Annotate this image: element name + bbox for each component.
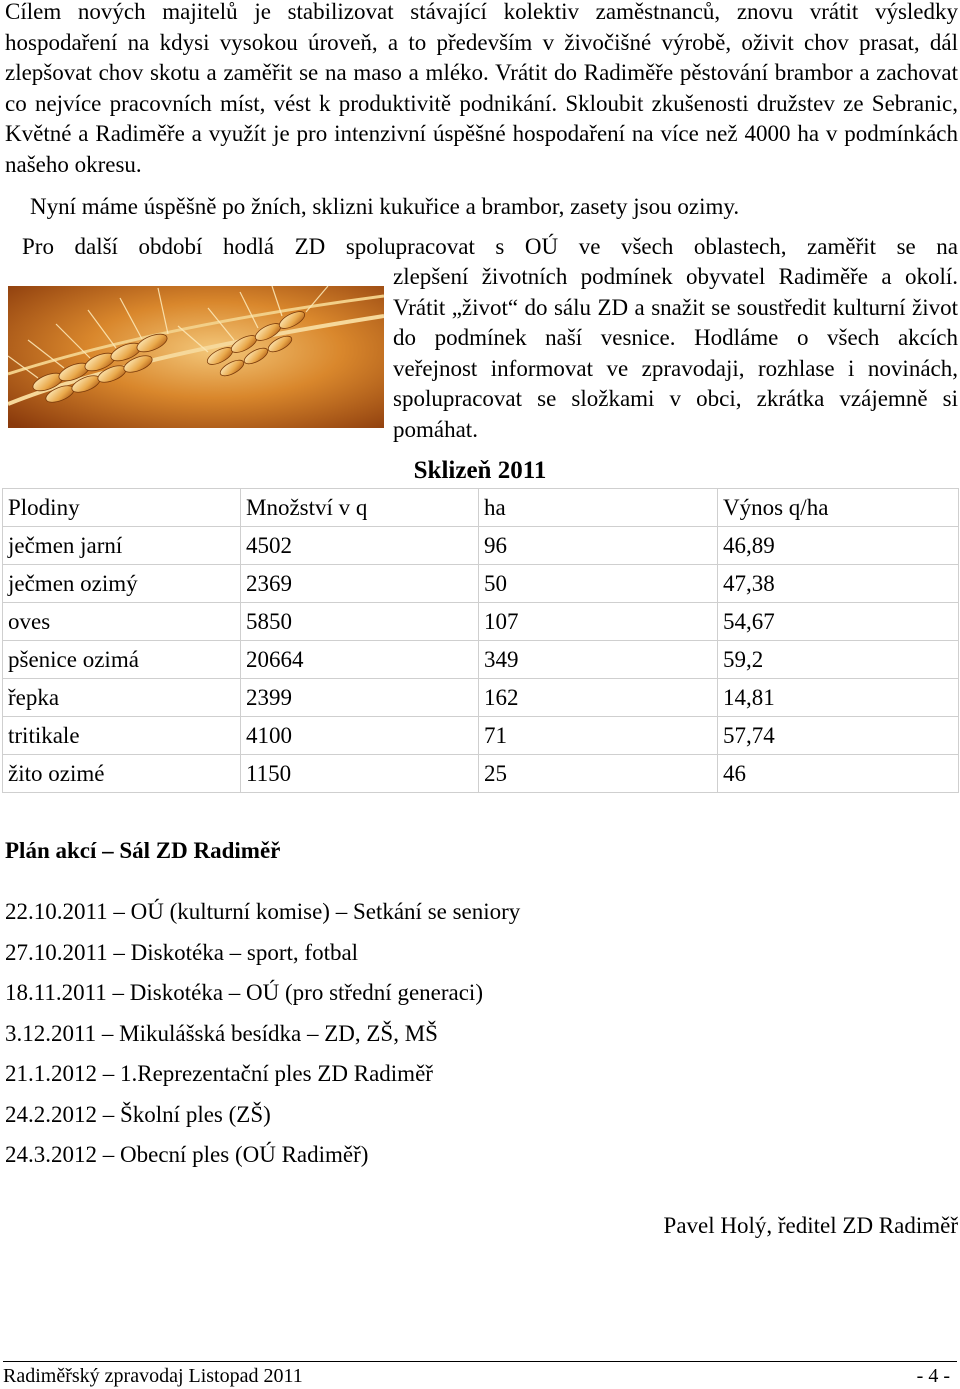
cell-crop: ječmen ozimý <box>3 565 241 603</box>
table-row <box>3 755 959 793</box>
cell-yield: 54,67 <box>718 603 959 641</box>
list-item: 27.10.2011 – Diskotéka – sport, fotbal <box>5 939 359 965</box>
footer-publication: Radiměřský zpravodaj Listopad 2011 <box>3 1365 303 1387</box>
signature: Pavel Holý, ředitel ZD Radiměř <box>663 1213 958 1238</box>
cell-area: 25 <box>479 755 718 793</box>
cell-yield: 14,81 <box>718 679 959 717</box>
cell-amount: 4100 <box>241 717 479 755</box>
harvest-table <box>2 488 959 793</box>
list-item: 18.11.2011 – Diskotéka – OÚ (pro střední generaci) <box>5 980 483 1005</box>
cell-yield: 46,89 <box>718 527 959 565</box>
intro-paragraph: Cílem nových majitelů je stabilizovat stávající kolektiv zaměstnanců, znovu vrátit výsledky hospodaření na kdysi vysokou úroveň, a to především v živočišné výrobě, oživit chov prasat, dál zlepšovat chov skotu a zaměřit se na maso a mléko. Vrátit do Radiměře pěstování brambor a zachovat co nejvíce pracovních míst, vést k produktivitě podnikání. Skloubit zkušenosti družstev ze Sebranic, Květné a Radiměře a využít je pro intenzivní úspěšné hospodaření na více než 4000 ha v podmínkách našeho okresu. <box>5 0 958 177</box>
list-item: 24.3.2012 – Obecní ples (OÚ Radiměř) <box>5 1142 369 1167</box>
event-plan-title: Plán akcí – Sál ZD Radiměř <box>5 838 281 863</box>
cell-area: 96 <box>479 527 718 565</box>
cell-amount: 1150 <box>241 755 479 793</box>
cell-yield: 59,2 <box>718 641 959 679</box>
header-amount: Množství v q <box>241 489 479 527</box>
cell-yield: 46 <box>718 755 959 793</box>
cell-amount: 2399 <box>241 679 479 717</box>
header-crop: Plodiny <box>3 489 241 527</box>
cell-amount: 4502 <box>241 527 479 565</box>
cell-crop: ječmen jarní <box>3 527 241 565</box>
list-item: 3.12.2011 – Mikulášská besídka – ZD, ZŠ, MŠ <box>5 1020 438 1046</box>
event-list <box>5 897 520 1181</box>
cell-area: 107 <box>479 603 718 641</box>
cell-area: 71 <box>479 717 718 755</box>
footer-divider <box>3 1361 957 1362</box>
table-row <box>3 717 959 755</box>
header-yield: Výnos q/ha <box>718 489 959 527</box>
cell-yield: 47,38 <box>718 565 959 603</box>
table-row <box>3 679 959 717</box>
page-number: - 4 - <box>916 1365 950 1387</box>
cell-crop: žito ozimé <box>3 755 241 793</box>
table-row <box>3 527 959 565</box>
wheat-photo <box>8 286 384 428</box>
table-header-row <box>3 489 959 527</box>
harvest-table-title: Sklizeň 2011 <box>413 457 547 484</box>
table-row <box>3 641 959 679</box>
header-area: ha <box>479 489 718 527</box>
plans-paragraph-first-line: Pro další období hodlá ZD spolupracovat s OÚ ve všech oblastech, zaměřit se na <box>22 234 958 259</box>
table-row <box>3 565 959 603</box>
cell-crop: pšenice ozimá <box>3 641 241 679</box>
cell-amount: 20664 <box>241 641 479 679</box>
harvest-status-paragraph: Nyní máme úspěšně po žních, sklizni kukuřice a brambor, zasety jsou ozimy. <box>30 194 740 219</box>
cell-crop: řepka <box>3 679 241 717</box>
cell-yield: 57,74 <box>718 717 959 755</box>
cell-crop: tritikale <box>3 717 241 755</box>
cell-amount: 2369 <box>241 565 479 603</box>
list-item: 22.10.2011 – OÚ (kulturní komise) – Setkání se seniory <box>5 899 521 924</box>
cell-area: 349 <box>479 641 718 679</box>
cell-amount: 5850 <box>241 603 479 641</box>
list-item: 21.1.2012 – 1.Reprezentační ples ZD Radiměř <box>5 1061 433 1086</box>
cell-area: 50 <box>479 565 718 603</box>
table-row <box>3 603 959 641</box>
cell-area: 162 <box>479 679 718 717</box>
plans-paragraph-rest: zlepšení životních podmínek obyvatel Radiměře a okolí. Vrátit „život“ do sálu ZD a snažit se soustředit kulturní život do podmínek naší vesnice. Hodláme o všech akcích veřejnost informovat ve zpravodaji, rozhlase i novinách, spolupracovat se složkami v obci, zkrátka vzájemně si pomáhat. <box>393 264 958 442</box>
list-item: 24.2.2012 – Školní ples (ZŠ) <box>5 1101 271 1127</box>
cell-crop: oves <box>3 603 241 641</box>
